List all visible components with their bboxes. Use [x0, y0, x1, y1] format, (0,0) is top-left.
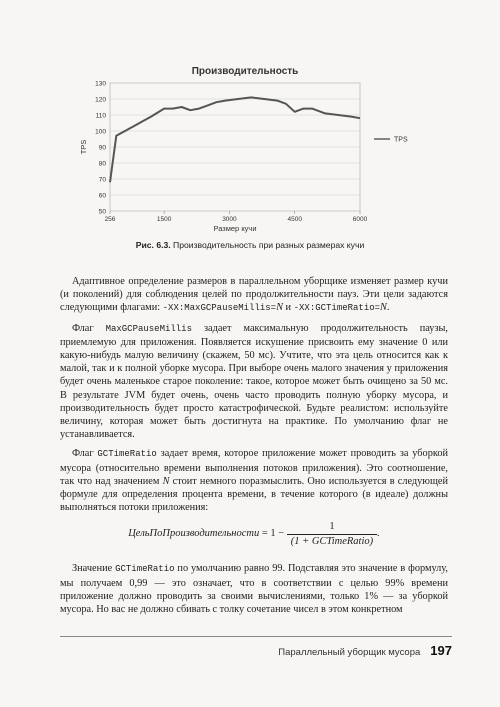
y-tick-label: 70	[98, 176, 106, 184]
p2-text-a: Флаг	[72, 322, 106, 334]
x-tick-label: 1500	[156, 216, 172, 223]
y-tick-label: 130	[95, 80, 106, 88]
paragraph-2	[60, 322, 448, 442]
x-axis-label: Размер кучи	[213, 224, 257, 233]
throughput-formula	[60, 520, 448, 554]
running-title: Параллельный уборщик мусора	[278, 647, 421, 658]
p1-text-a: Адаптивное определение размеров в параллельном уборщике изменяет размер кучи (и поколений) для соблюдения целей по продолжительности пауз. Эти цели задаются следующими флагами:	[60, 276, 448, 314]
formula-fraction	[287, 520, 377, 547]
formula-numerator: 1	[287, 520, 377, 534]
y-tick-label: 90	[98, 144, 106, 152]
chart-svg	[70, 55, 450, 245]
y-tick-label: 80	[98, 160, 106, 168]
y-tick-label: 60	[98, 192, 106, 200]
y-tick-label: 100	[95, 128, 106, 136]
p4-code: GCTimeRatio	[115, 564, 175, 575]
formula-end: .	[377, 528, 380, 540]
paragraph-3	[60, 447, 448, 514]
y-tick-label: 50	[98, 208, 106, 216]
series-line-tps	[110, 97, 360, 182]
p3-text-c: стоит немного поразмыслить. Оно используется в следующей формуле для определения процента времени, в течение которого (в идеале) должны выполняться потоки приложения:	[60, 475, 448, 514]
p3-text-a: Флаг	[72, 448, 98, 460]
p1-code-1: -XX:MaxGCPauseMillis=	[162, 303, 277, 314]
page-number: 197	[430, 643, 452, 658]
p4-text-b: по умолчанию равно 99. Подставляя это значение в формулу, мы получаем 0,99 — это означает, что в соответствии с целью 99% времени приложение должно проводить за своими вычислениями, только 1% — за уборкой мусора. Но вас не должно сбивать с толку сочетание чисел в этом конкретном	[60, 563, 449, 616]
p1-code-2: -XX:GCTimeRatio=	[293, 303, 381, 314]
p1-text-b: и	[282, 302, 294, 314]
page-footer	[60, 643, 452, 658]
x-tick-label: 6000	[352, 216, 368, 223]
y-axis-label: TPS	[79, 139, 88, 155]
p2-code: MaxGCPauseMillis	[105, 323, 192, 334]
p4-text-a: Значение	[72, 563, 116, 575]
figure-caption	[0, 240, 500, 250]
y-tick-label: 110	[95, 112, 106, 120]
p3-n: N	[162, 475, 170, 487]
p2-text-b: задает максимальную продолжительность паузы, приемлемую для приложения. Появляется искушение присвоить ему значение 0 или какую-нибудь малую величину (скажем, 50 мс). Учтите, что эта цель относится как к малой, так и к полной уборке мусора. При выборе очень малого значения у приложения будет очень маленькое старое поколение: такое, которое может быть очищено за 50 мс. В результате JVM будет очень, очень часто проводить полную уборку мусора, и производительность будет просто катастрофической. Будьте реалистом: используйте величину, которая может быть достигнута на практике. По умолчанию флаг не устанавливается.	[60, 322, 448, 441]
y-tick-label: 120	[95, 96, 106, 104]
caption-text: Производительность при разных размерах кучи	[173, 240, 365, 250]
formula-denominator: (1 + GCTimeRatio)	[290, 535, 374, 547]
x-tick-label: 4500	[287, 216, 302, 223]
p1-n-2: N	[380, 302, 387, 314]
p3-text-b: задает время, которое приложение может проводить за уборкой мусора (относительно времени выполнения потоков приложения). Это соотношение, так что над значением	[60, 448, 448, 487]
p1-end: .	[386, 302, 390, 314]
paragraph-4	[60, 562, 448, 616]
chart-title: Производительность	[191, 66, 299, 77]
legend-label: TPS	[394, 136, 408, 144]
footer-rule	[60, 636, 452, 637]
x-tick-label: 256	[104, 216, 116, 223]
paragraph-1	[60, 275, 448, 316]
formula-mid: = 1 −	[259, 528, 287, 540]
x-tick-label: 3000	[222, 216, 237, 223]
formula-lhs: ЦельПоПроизводительности	[128, 528, 260, 540]
p1-n-1: N	[276, 302, 283, 314]
p3-code: GCTimeRatio	[97, 449, 157, 460]
performance-chart	[70, 55, 450, 245]
caption-number: Рис. 6.3.	[135, 240, 171, 250]
body-text	[60, 275, 448, 622]
